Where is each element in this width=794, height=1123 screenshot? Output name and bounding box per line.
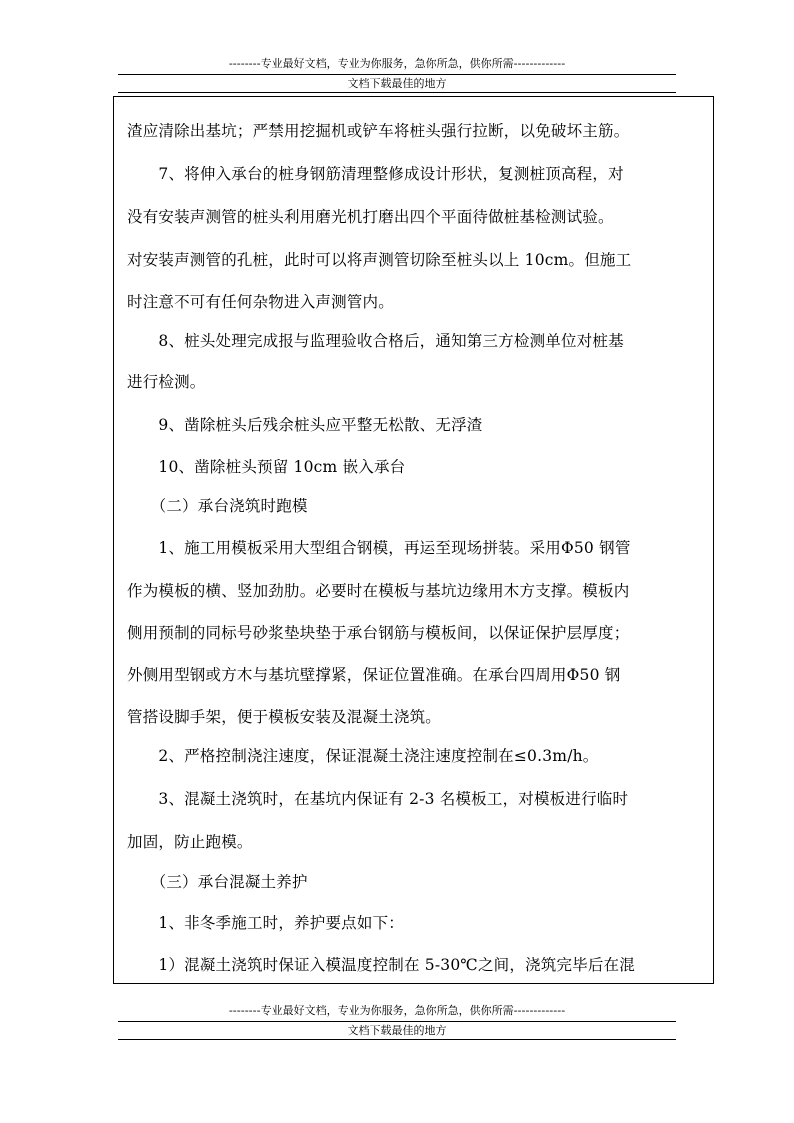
header-tagline: --------专业最好文档，专业为你服务，急你所急，供你所需------------- — [228, 57, 566, 70]
body-line: 10、凿除桩头预留 10cm 嵌入承台 — [127, 458, 406, 476]
body-line: 8、桩头处理完成报与监理验收合格后，通知第三方检测单位对桩基 — [127, 332, 624, 350]
body-line: （三）承台混凝土养护 — [127, 873, 308, 891]
body-line: 作为模板的横、竖加劲肋。必要时在模板与基坑边缘用木方支撑。模板内 — [127, 582, 630, 600]
body-line: 1、非冬季施工时，养护要点如下： — [127, 914, 404, 932]
header-rule — [118, 74, 676, 75]
footer-tagline: --------专业最好文档，专业为你服务，急你所急，供你所需------------- — [228, 1004, 566, 1017]
body-line: 2、严格控制浇注速度，保证混凝土浇注速度控制在≤0.3m/h。 — [127, 747, 599, 765]
body-line: 3、混凝土浇筑时，在基坑内保证有 2-3 名模板工，对模板进行临时 — [127, 790, 629, 808]
body-line: 1、施工用模板采用大型组合钢模，再运至现场拼装。采用Φ50 钢管 — [127, 539, 631, 557]
body-line: 管搭设脚手架，便于模板安装及混凝土浇筑。 — [127, 708, 442, 726]
header-underline — [118, 92, 676, 93]
body-line: 渣应清除出基坑；严禁用挖掘机或铲车将桩头强行拉断，以免破坏主筋。 — [127, 122, 630, 140]
footer-subtitle: 文档下载最佳的地方 — [347, 1024, 447, 1037]
body-line: 对安装声测管的孔桩，此时可以将声测管切除至桩头以上 10cm。但施工 — [127, 251, 632, 269]
body-line: 1）混凝土浇筑时保证入模温度控制在 5-30℃之间，浇筑完毕后在混 — [127, 956, 635, 974]
body-line: 没有安装声测管的桩头利用磨光机打磨出四个平面待做桩基检测试验。 — [127, 208, 614, 226]
body-line: 进行检测。 — [127, 373, 206, 391]
body-line: 7、将伸入承台的桩身钢筋清理整修成设计形状，复测桩顶高程，对 — [127, 165, 624, 183]
body-line: 外侧用型钢或方木与基坑壁撑紧，保证位置准确。在承台四周用Φ50 钢 — [127, 666, 621, 684]
header-subtitle: 文档下载最佳的地方 — [347, 77, 447, 90]
footer-rule — [118, 1021, 676, 1022]
body-line: （二）承台浇筑时跑模 — [127, 497, 308, 515]
body-line: 时注意不可有任何杂物进入声测管内。 — [127, 293, 394, 311]
body-line: 加固，防止跑模。 — [127, 833, 253, 851]
body-line: 侧用预制的同标号砂浆垫块垫于承台钢筋与模板间，以保证保护层厚度； — [127, 624, 630, 642]
body-line: 9、凿除桩头后残余桩头应平整无松散、无浮渣 — [127, 416, 483, 434]
footer-underline — [118, 1039, 676, 1040]
